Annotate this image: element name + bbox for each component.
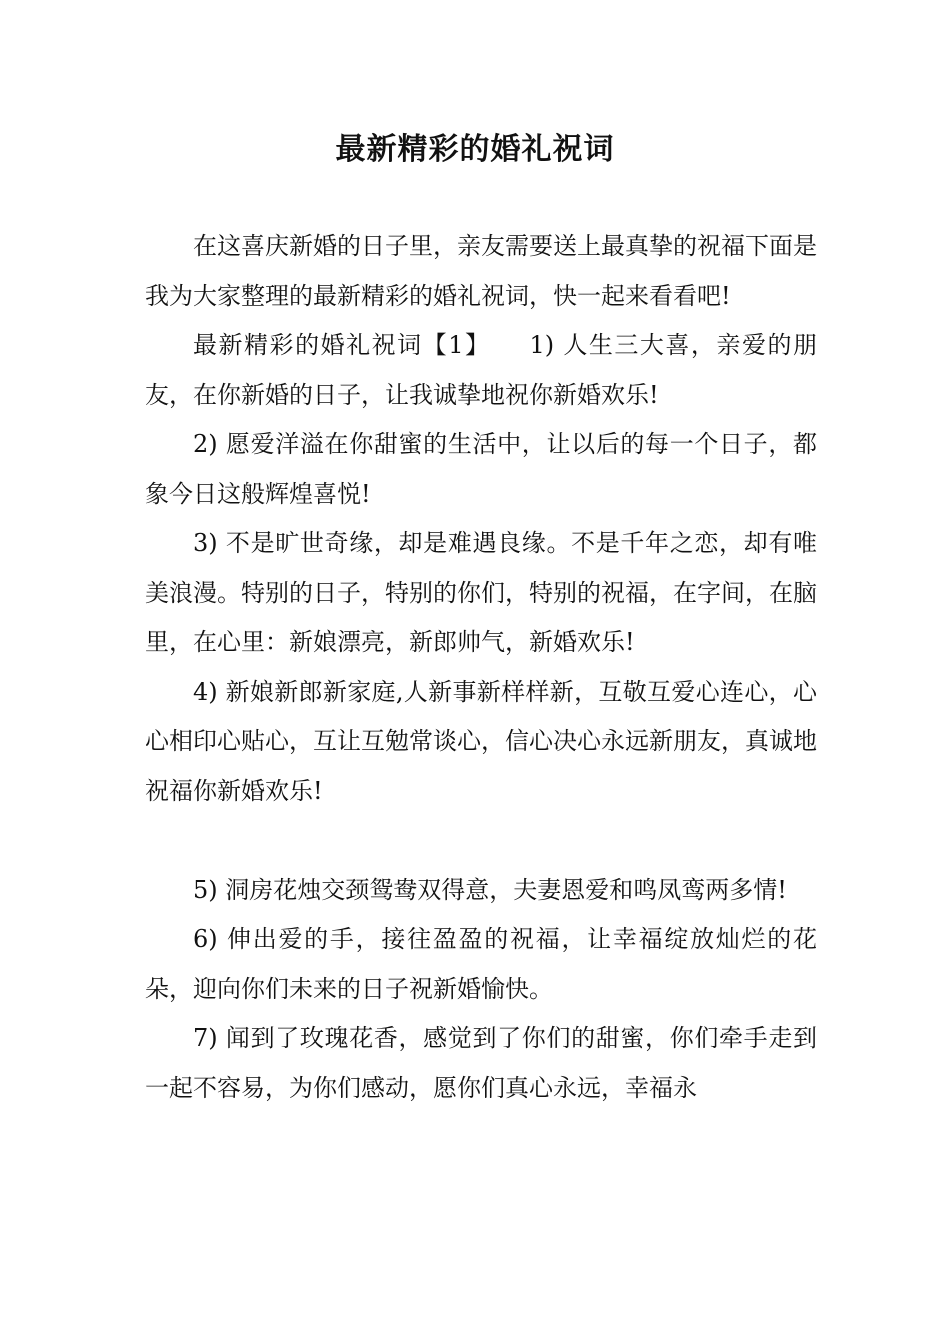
wish-paragraph-4: 4) 新娘新郎新家庭,人新事新样样新，互敬互爱心连心，心心相印心贴心，互让互勉常谈心，信心决心永远新朋友，真诚地祝福你新婚欢乐! xyxy=(145,677,817,805)
wish-paragraph-3: 3) 不是旷世奇缘，却是难遇良缘。不是千年之恋，却有唯美浪漫。特别的日子，特别的你们，特别的祝福，在字间，在脑里，在心里：新娘漂亮，新郎帅气，新婚欢乐! xyxy=(145,529,817,656)
wish-paragraph-2: 2) 愿爱洋溢在你甜蜜的生活中，让以后的每一个日子，都象今日这般辉煌喜悦! xyxy=(145,430,817,508)
wish-paragraph-1: 最新精彩的婚礼祝词【1】 1) 人生三大喜，亲爱的朋友，在你新婚的日子，让我诚挚地祝你新婚欢乐! xyxy=(145,331,817,409)
document-title: 最新精彩的婚礼祝词 xyxy=(335,132,615,167)
paragraph-gap xyxy=(145,816,817,866)
wish-paragraph-6: 6) 伸出爱的手，接往盈盈的祝福，让幸福绽放灿烂的花朵，迎向你们未来的日子祝新婚愉快。 xyxy=(145,925,817,1003)
intro-paragraph: 在这喜庆新婚的日子里，亲友需要送上最真挚的祝福下面是我为大家整理的最新精彩的婚礼祝词，快一起来看看吧! xyxy=(145,232,817,310)
wish-paragraph-5: 5) 洞房花烛交颈鸳鸯双得意，夫妻恩爱和鸣凤鸾两多情! xyxy=(193,875,787,904)
wish-paragraph-7: 7) 闻到了玫瑰花香，感觉到了你们的甜蜜，你们牵手走到一起不容易，为你们感动，愿你们真心永远，幸福永 xyxy=(145,1024,817,1102)
document-body xyxy=(145,222,817,1113)
